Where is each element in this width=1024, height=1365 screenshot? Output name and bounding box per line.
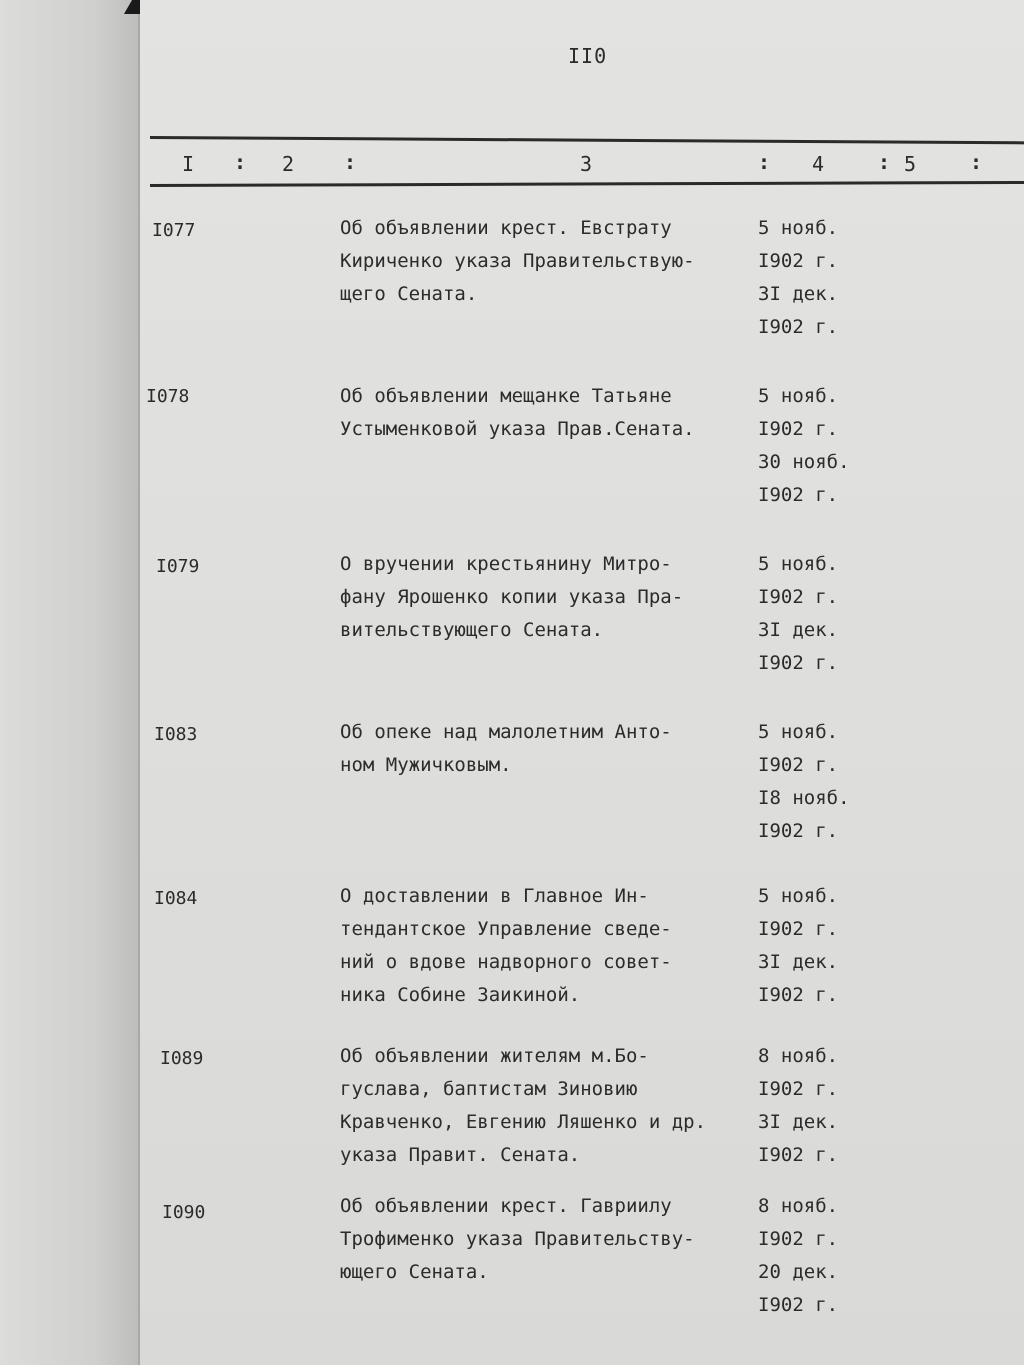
entry-date-year: I902 г.	[758, 484, 839, 506]
entry-date-day: 3I дек.	[758, 619, 839, 641]
entry-title-line: фану Ярошенко копии указа Пра-	[340, 586, 684, 608]
entry-dates	[758, 548, 838, 680]
entry-date-day: 5 нояб.	[758, 885, 839, 907]
page-number: II0	[568, 44, 608, 68]
entry-title-line: Устыменковой указа Прав.Сената.	[340, 418, 695, 440]
entry-date-day: I8 нояб.	[758, 787, 850, 809]
entry-title-line: ном Мужичковым.	[340, 754, 512, 776]
entry-dates	[758, 1190, 838, 1322]
entry-title	[340, 380, 695, 446]
entry-title	[340, 1040, 706, 1172]
entry-title-line: О вручении крестьянину Митро-	[340, 553, 672, 575]
entry-date-day: 8 нояб.	[758, 1195, 839, 1217]
entry-date-year: I902 г.	[758, 586, 839, 608]
entry-number: I077	[152, 220, 196, 241]
entry-date-day: 3I дек.	[758, 283, 839, 305]
entry-date-day: 5 нояб.	[758, 217, 839, 239]
column-header-5: 5	[904, 152, 917, 176]
entry-date-year: I902 г.	[758, 652, 839, 674]
entry-date-day: 30 нояб.	[758, 451, 850, 473]
entry-dates	[758, 212, 838, 344]
column-separator: :	[758, 150, 771, 174]
entry-date-year: I902 г.	[758, 754, 839, 776]
column-header-1: I	[182, 152, 195, 176]
entry-date-day: 5 нояб.	[758, 385, 839, 407]
entry-title-line: ний о вдове надворного совет-	[340, 951, 672, 973]
entry-date-year: I902 г.	[758, 418, 839, 440]
entry-date-day: 20 дек.	[758, 1261, 839, 1283]
entry-title	[340, 212, 695, 311]
column-separator: :	[970, 150, 983, 174]
entry-title-line: Об объявлении крест. Гавриилу	[340, 1195, 672, 1217]
entry-number: I090	[162, 1202, 206, 1223]
entry-date-year: I902 г.	[758, 918, 839, 940]
entry-number: I079	[156, 556, 200, 577]
entry-title-line: Об опеке над малолетним Анто-	[340, 721, 672, 743]
entry-title	[340, 880, 672, 1012]
entry-date-day: 8 нояб.	[758, 1045, 839, 1067]
entry-title-line: гуслава, баптистам Зиновию	[340, 1078, 638, 1100]
entry-date-day: 3I дек.	[758, 1111, 839, 1133]
column-header-2: 2	[282, 152, 295, 176]
entry-title	[340, 716, 672, 782]
entry-number: I084	[154, 888, 198, 909]
entry-title-line: указа Правит. Сената.	[340, 1144, 581, 1166]
entry-date-year: I902 г.	[758, 1294, 839, 1316]
entry-title-line: Об объявлении крест. Евстрату	[340, 217, 672, 239]
column-header-3: 3	[580, 152, 593, 176]
entry-number: I078	[146, 386, 190, 407]
column-header-4: 4	[812, 152, 825, 176]
entry-date-year: I902 г.	[758, 250, 839, 272]
entry-dates	[758, 380, 850, 512]
entry-dates	[758, 880, 838, 1012]
entry-dates	[758, 716, 850, 848]
entry-number: I089	[160, 1048, 204, 1069]
entry-title-line: Об объявлении жителям м.Бо-	[340, 1045, 649, 1067]
entry-date-day: 3I дек.	[758, 951, 839, 973]
entry-date-year: I902 г.	[758, 316, 839, 338]
column-separator: :	[878, 150, 891, 174]
entry-title-line: ющего Сената.	[340, 1261, 489, 1283]
entry-number: I083	[154, 724, 198, 745]
entry-date-day: 5 нояб.	[758, 553, 839, 575]
column-separator: :	[344, 150, 357, 174]
entry-date-year: I902 г.	[758, 820, 839, 842]
entry-title-line: щего Сената.	[340, 283, 478, 305]
entry-date-year: I902 г.	[758, 1078, 839, 1100]
entry-dates	[758, 1040, 838, 1172]
entry-title	[340, 1190, 695, 1289]
entry-date-year: I902 г.	[758, 1144, 839, 1166]
entry-date-year: I902 г.	[758, 1228, 839, 1250]
entry-title-line: вительствующего Сената.	[340, 619, 604, 641]
entry-title-line: ника Собине Заикиной.	[340, 984, 581, 1006]
binding-edge	[0, 0, 140, 1365]
entry-date-year: I902 г.	[758, 984, 839, 1006]
entry-title-line: Кравченко, Евгению Ляшенко и др.	[340, 1111, 707, 1133]
entry-title-line: Трофименко указа Правительству-	[340, 1228, 695, 1250]
entry-title-line: Об объявлении мещанке Татьяне	[340, 385, 672, 407]
entry-title	[340, 548, 683, 647]
entry-title-line: тендантское Управление сведе-	[340, 918, 672, 940]
column-separator: :	[234, 150, 247, 174]
entry-title-line: Кириченко указа Правительствую-	[340, 250, 695, 272]
entry-title-line: О доставлении в Главное Ин-	[340, 885, 649, 907]
entry-date-day: 5 нояб.	[758, 721, 839, 743]
